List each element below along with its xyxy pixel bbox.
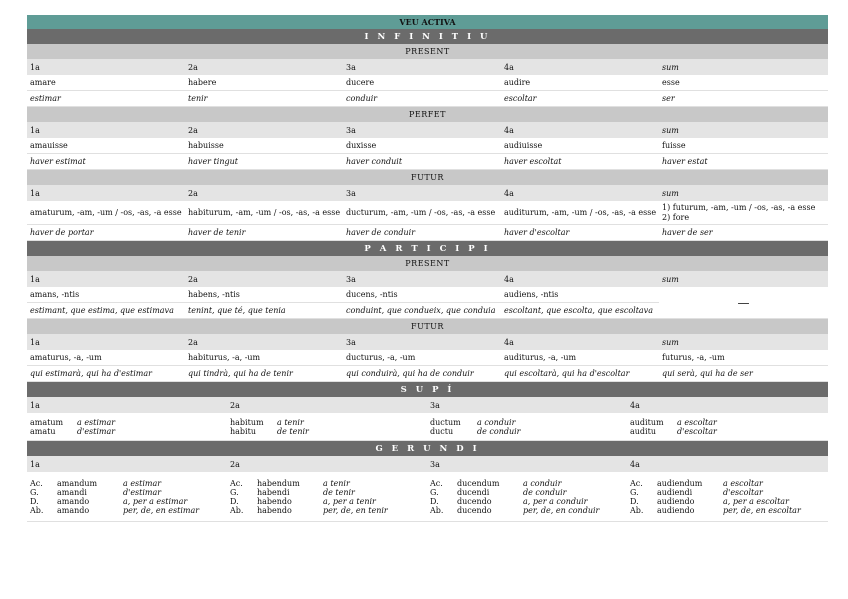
latin-form: audiendi	[657, 487, 693, 497]
subsection-heading-present: PRESENT	[27, 256, 828, 271]
col-header: 2a	[188, 337, 198, 347]
catalan-translation: tenir	[188, 94, 208, 103]
catalan-translation: d'escoltar	[677, 426, 717, 436]
catalan-translation: a estimar	[123, 478, 162, 488]
case-label: Ab.	[630, 505, 644, 515]
col-header: 2a	[188, 274, 198, 284]
table-row	[27, 350, 828, 366]
col-header: 3a	[430, 459, 440, 469]
column-header-row	[27, 59, 828, 75]
col-header: 3a	[346, 125, 356, 135]
case-label: Ac.	[30, 478, 43, 488]
latin-form: amaturum, -am, -um / -os, -as, -a esse	[30, 208, 182, 217]
latin-form: amando	[57, 496, 90, 506]
latin-form: audiuisse	[504, 141, 543, 150]
col-header: 2a	[188, 188, 198, 198]
latin-form: auditurus, -a, -um	[504, 353, 577, 362]
latin-form: audire	[504, 78, 531, 87]
catalan-translation: qui serà, qui ha de ser	[662, 369, 753, 378]
gerundi-forms	[230, 479, 388, 515]
col-header: 4a	[630, 400, 640, 410]
supi-cell	[427, 413, 627, 440]
latin-form: amandi	[57, 487, 87, 497]
catalan-translation: per, de, en estimar	[123, 505, 200, 515]
latin-form: amatum	[30, 417, 64, 427]
latin-form: habendo	[257, 496, 292, 506]
case-label: D.	[30, 496, 39, 506]
catalan-translation: a, per a estimar	[123, 496, 188, 506]
latin-form: ducere	[346, 78, 375, 87]
case-label: D.	[430, 496, 439, 506]
catalan-translation: haver conduit	[346, 157, 403, 166]
catalan-translation: tenint, que té, que tenia	[188, 306, 286, 315]
latin-form: amaturus, -a, -um	[30, 353, 102, 362]
table-row	[27, 154, 828, 170]
latin-form: esse	[662, 78, 680, 87]
col-header: 2a	[188, 62, 198, 72]
table-row	[27, 225, 828, 241]
catalan-translation: haver estat	[662, 157, 708, 166]
catalan-translation: estimar	[30, 94, 61, 103]
column-header-row	[27, 334, 828, 350]
catalan-translation: haver de ser	[662, 228, 713, 237]
case-label: Ac.	[430, 478, 443, 488]
case-label: G.	[230, 487, 239, 497]
case-label: G.	[630, 487, 639, 497]
col-header: 3a	[346, 188, 356, 198]
catalan-translation: haver de portar	[30, 228, 94, 237]
catalan-translation: a conduir	[477, 417, 516, 427]
subsection-heading-present: PRESENT	[27, 44, 828, 59]
gerundi-cell	[27, 472, 227, 521]
sum-dash: —	[659, 287, 828, 319]
supi-cell	[27, 413, 227, 440]
latin-form: ductu	[430, 426, 454, 436]
latin-form: amare	[30, 78, 56, 87]
catalan-translation: haver de conduir	[346, 228, 416, 237]
col-header: 3a	[346, 62, 356, 72]
latin-form: auditu	[630, 426, 656, 436]
supi-forms	[430, 418, 521, 436]
catalan-translation: haver tingut	[188, 157, 238, 166]
supi-forms	[230, 418, 309, 436]
latin-form: audiendo	[657, 496, 695, 506]
col-header: sum	[662, 125, 679, 135]
table-row	[27, 287, 659, 303]
col-header: sum	[662, 337, 679, 347]
col-header: sum	[662, 188, 679, 198]
col-header: 4a	[504, 125, 514, 135]
catalan-translation: a conduir	[523, 478, 562, 488]
latin-form: habitum	[230, 417, 264, 427]
latin-form: amans, -ntis	[30, 290, 80, 299]
catalan-translation: haver de tenir	[188, 228, 246, 237]
table-row	[27, 303, 659, 319]
subsection-heading-futur: FUTUR	[27, 170, 828, 185]
catalan-translation: conduir	[346, 94, 378, 103]
case-label: Ac.	[230, 478, 243, 488]
supi-cell	[627, 413, 828, 440]
catalan-translation: d'estimar	[123, 487, 162, 497]
catalan-translation: de tenir	[323, 487, 355, 497]
latin-form: ducturum, -am, -um / -os, -as, -a esse	[346, 208, 496, 217]
case-label: Ab.	[230, 505, 244, 515]
latin-form: futurus, -a, -um	[662, 353, 725, 362]
section-heading-supi: S U P Í	[27, 382, 828, 397]
gerundi-forms	[430, 479, 599, 515]
latin-form: auditum	[630, 417, 664, 427]
col-header: 3a	[346, 274, 356, 284]
catalan-translation: qui estimarà, qui ha d'estimar	[30, 369, 152, 378]
catalan-translation: ser	[662, 94, 675, 103]
col-header: 4a	[504, 337, 514, 347]
catalan-translation: a tenir	[323, 478, 350, 488]
catalan-translation: a, per a conduir	[523, 496, 588, 506]
participi-present-block	[27, 287, 828, 319]
latin-form: ductum	[430, 417, 461, 427]
latin-form: habendo	[257, 505, 292, 515]
section-heading-infinitiu: I N F I N I T I U	[27, 29, 828, 44]
catalan-translation: escoltar	[504, 94, 537, 103]
latin-form: habendum	[257, 478, 300, 488]
col-header: 4a	[504, 274, 514, 284]
section-heading-participi: P A R T I C I P I	[27, 241, 828, 256]
column-header-row	[27, 185, 828, 201]
latin-form: amando	[57, 505, 90, 515]
case-label: G.	[30, 487, 39, 497]
supi-forms	[630, 418, 717, 436]
catalan-translation: estimant, que estima, que estimava	[30, 306, 174, 315]
latin-form: habere	[188, 78, 217, 87]
gerundi-cell	[227, 472, 427, 521]
case-label: D.	[230, 496, 239, 506]
case-label: G.	[430, 487, 439, 497]
latin-form: ducendo	[457, 505, 492, 515]
supi-forms	[30, 418, 115, 436]
latin-form: amauisse	[30, 141, 68, 150]
column-header-row	[27, 122, 828, 138]
col-header: 1a	[30, 400, 40, 410]
participi-present-rows	[27, 287, 659, 319]
gerundi-forms	[30, 479, 199, 515]
case-label: Ab.	[30, 505, 44, 515]
latin-form: ducendum	[457, 478, 500, 488]
catalan-translation: haver d'escoltar	[504, 228, 570, 237]
column-header-row	[27, 271, 828, 287]
latin-form: ducendo	[457, 496, 492, 506]
col-header: 3a	[430, 400, 440, 410]
latin-form: audiens, -ntis	[504, 290, 559, 299]
latin-form: ducendi	[457, 487, 490, 497]
gerundi-forms	[630, 479, 801, 515]
table-row	[27, 75, 828, 91]
subsection-heading-futur: FUTUR	[27, 319, 828, 334]
col-header: 1a	[30, 188, 40, 198]
latin-form: amatu	[30, 426, 56, 436]
catalan-translation: qui tindrà, qui ha de tenir	[188, 369, 293, 378]
supi-cell	[227, 413, 427, 440]
latin-form: duxisse	[346, 141, 377, 150]
catalan-translation: a escoltar	[723, 478, 763, 488]
table-row	[27, 201, 828, 225]
catalan-translation: qui conduirà, qui ha de conduir	[346, 369, 474, 378]
column-header-row	[27, 456, 828, 472]
case-label: Ac.	[630, 478, 643, 488]
case-label: Ab.	[430, 505, 444, 515]
table-row	[27, 138, 828, 154]
catalan-translation: per, de, en tenir	[323, 505, 388, 515]
col-header: 2a	[188, 125, 198, 135]
section-heading-gerundi: G E R U N D I	[27, 441, 828, 456]
latin-form-sum	[659, 201, 828, 224]
catalan-translation: a escoltar	[677, 417, 717, 427]
catalan-translation: haver estimat	[30, 157, 86, 166]
catalan-translation: d'estimar	[77, 426, 116, 436]
catalan-translation: per, de, en escoltar	[723, 505, 801, 515]
latin-form: auditurum, -am, -um / -os, -as, -a esse	[504, 208, 657, 217]
catalan-translation: qui escoltarà, qui ha d'escoltar	[504, 369, 630, 378]
col-header: 2a	[230, 459, 240, 469]
catalan-translation: conduint, que condueix, que conduia	[346, 306, 496, 315]
table-row	[27, 366, 828, 382]
latin-form: fuisse	[662, 141, 686, 150]
col-header: 4a	[630, 459, 640, 469]
table-row	[27, 91, 828, 107]
latin-form: habitu	[230, 426, 256, 436]
latin-form: habendi	[257, 487, 290, 497]
col-header: 4a	[504, 62, 514, 72]
catalan-translation: a estimar	[77, 417, 116, 427]
gerundi-cell	[427, 472, 627, 521]
col-header: sum	[662, 274, 679, 284]
case-label: D.	[630, 496, 639, 506]
latin-form: ducturus, -a, -um	[346, 353, 416, 362]
catalan-translation: escoltant, que escolta, que escoltava	[504, 306, 653, 315]
latin-form: habiturus, -a, -um	[188, 353, 261, 362]
col-header: 1a	[30, 62, 40, 72]
catalan-translation: a tenir	[277, 417, 304, 427]
col-header: 1a	[30, 459, 40, 469]
col-header: 1a	[30, 274, 40, 284]
column-header-row	[27, 397, 828, 413]
catalan-translation: a, per a tenir	[323, 496, 376, 506]
sum-future-1: 1) futurum, -am, -um / -os, -as, -a esse	[662, 202, 816, 212]
latin-form: habiturum, -am, -um / -os, -as, -a esse	[188, 208, 341, 217]
catalan-translation: haver escoltat	[504, 157, 562, 166]
gerundi-row	[27, 472, 828, 522]
catalan-translation: de conduir	[477, 426, 521, 436]
latin-form: audiendum	[657, 478, 703, 488]
verb-table	[27, 15, 828, 522]
col-header: 2a	[230, 400, 240, 410]
catalan-translation: d'escoltar	[723, 487, 763, 497]
catalan-translation: per, de, en conduir	[523, 505, 600, 515]
catalan-translation: de conduir	[523, 487, 567, 497]
latin-form: audiendo	[657, 505, 695, 515]
col-header: 1a	[30, 337, 40, 347]
col-header: 1a	[30, 125, 40, 135]
catalan-translation: de tenir	[277, 426, 309, 436]
subsection-heading-perfet: PERFET	[27, 107, 828, 122]
col-header: 3a	[346, 337, 356, 347]
latin-form: habuisse	[188, 141, 224, 150]
gerundi-cell	[627, 472, 828, 521]
latin-form: ducens, -ntis	[346, 290, 398, 299]
latin-form: amandum	[57, 478, 98, 488]
sum-future-2: 2) fore	[662, 212, 690, 222]
col-header: sum	[662, 62, 679, 72]
supi-row	[27, 413, 828, 441]
col-header: 4a	[504, 188, 514, 198]
latin-form: habens, -ntis	[188, 290, 240, 299]
table-title: VEU ACTIVA	[27, 15, 828, 29]
catalan-translation: a, per a escoltar	[723, 496, 789, 506]
